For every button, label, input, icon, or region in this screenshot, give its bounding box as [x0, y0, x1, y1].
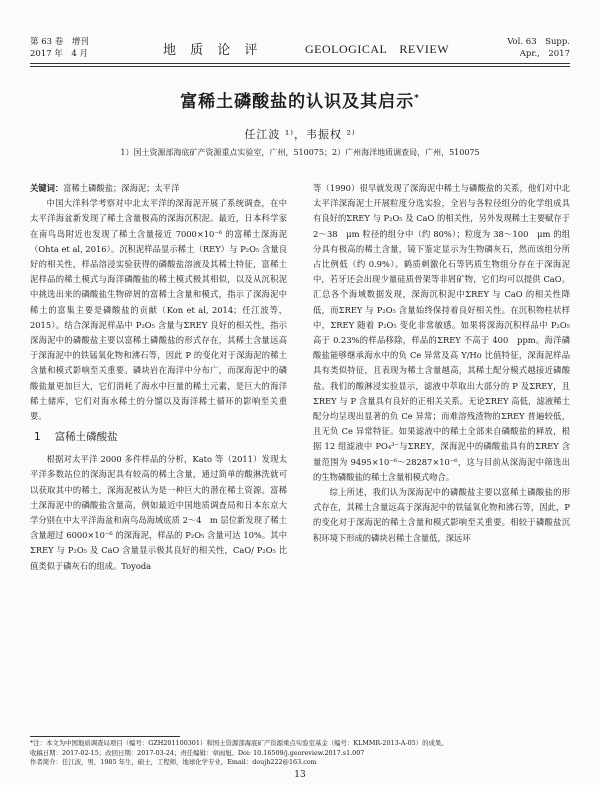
running-header [0, 36, 600, 76]
article-title [0, 87, 600, 112]
section-number: 1 [34, 431, 41, 444]
footnote-author-bio: 作者简介：任江波，男，1985 年生，硕士，工程师，地球化学专业。Email：doujh222@163.com [30, 758, 317, 767]
affiliations: 1）国土资源部海底矿产资源重点实验室，广州，510075；2）广州海洋地质调查局，广州，510075 [120, 148, 480, 157]
journal-name-en: GEOLOGICAL REVIEW [305, 42, 450, 56]
header-rule-top [30, 63, 570, 64]
section-1-paragraph: 根据对太平洋 2000 多件样品的分析，Kato 等（2011）发现太平洋多数站位的深海泥具有较高的稀土含量，通过简单的酸淋洗就可以获取其中的稀土，深海泥被认为是一种巨大的潜在稀土资源。富稀土深海泥中的磷酸盐含量高，例如最近中国地质调查局和日本东京大学分别在中太平洋海盆和南鸟岛海域底质 2～4 m 层位新发现了稀土含量超过 6000×10⁻⁶ 的深海泥，样品的 P₂O₅ 含量可达 10%。其中ΣREY 与 P₂O₅ 及 CaO 含量显示极其良好的相关性，CaO/ P₂O₅ 比值类似于磷灰石的组成。Toyoda [30, 454, 287, 571]
right-paragraph-1: 等（1990）很早就发现了深海泥中稀土与磷酸盐的关系，他们对中北太平洋深海泥土开展粒度分选实验，全岩与各粒径组分的化学组成具有良好的ΣREY 与 P₂O₅ 及 CaO 的相关性，另外发现稀土主要赋存于 2～38 μm 粒径的组分中（约 80%）；粒度为 38～100 μm 的组分具有极高的稀土含量，镜下鉴定显示为生物磷灰石，然而该组分所占比例低（约 0.9%）。鹤质刺激化石等钙质生物组分存在于深海泥中，若牙还会出现少量硅质骨架等非屑矿物，它们均可以提供 CaO。汇总各个海域数据发现，深海沉积泥中ΣREY 与 CaO 的相关性降低，而ΣREY 与 P₂O₅ 含量始终保持着良好相关性。在沉积物柱状样中，ΣREY 随着 P₂O₅ 变化非常敏感。如果将深海沉积样品中 P₂O₅ 高于 0.23%的样品移除，样品的ΣREY 不高于 400 ppm。海洋磷酸盐能够继承海水中的负 Ce 异常及高 Y/Ho 比值特征，深海泥样品具有类似特征，且表现为稀土含量越高，其稀土配分模式越接近磷酸盐。我们的酸淋浸实验显示，滤液中萃取出大部分的 P 及ΣREY，且ΣREY 与 P 含量具有良好的正相关关系。无论ΣREY 高低，滤液稀土配分均呈现出显著的负 Ce 异常；而难溶残渣物的ΣREY 普遍较低，且无负 Ce 异常特征。如果滤液中的稀土全部来自磷酸盐的释放，根据 12 组滤液中 PO₄³⁻与ΣREY，深海泥中的磷酸盐具有的ΣREY 含量范围为 9495×10⁻⁶～28287×10⁻⁶，这与目前从深海泥中筛选出的生物磷酸盐的稀土含量相模式吻合。 [313, 183, 570, 482]
footnote-funding: *注：本文为中国地质调查局项目（编号：GZH201100301）和国土资源部海底矿产资源重点实验室基金（编号：KLMMR-2013-A-05）的成果。 [30, 739, 448, 747]
section-heading [34, 429, 287, 445]
date-en: Apr., 2017 [519, 49, 570, 59]
keywords-label: 关键词： [30, 183, 64, 193]
right-paragraph-2: 综上所述，我们认为深海泥中的磷酸盐主要以富稀土磷酸盐的形式存在，其稀土含量远高于深海泥中的铁锰氧化物和沸石等，因此，P 的变化对于深海泥的稀土含量和模式影响至关重要。相较于磷酸盐沉积环境下形成的磷块岩稀土含量低，深远环 [313, 487, 570, 543]
left-column [30, 181, 287, 574]
header-volume-cn [30, 36, 89, 60]
journal-name-cn: 地 质 论 评 [163, 43, 263, 58]
header-rule-bottom [30, 66, 570, 67]
keywords [30, 181, 287, 196]
title-text: 富稀土磷酸盐的认识及其启示 [180, 92, 415, 112]
footnote-dates: 收稿日期：2017-02-15；改回日期：2017-03-24；责任编辑：章雨旭。Doi: 10.16509/j.georeview.2017.s1.007 [30, 748, 365, 757]
intro-paragraph: 中国大洋科学考察对中北太平洋的深海泥开展了系统调查，在中太平洋海盆新发现了稀土含量极高的深海沉积泥。最近，日本科学家在南鸟岛附近也发现了稀土含量接近 7000×10⁻⁶ 的富稀土深海泥（Ohta et al, 2016）。沉积泥样品显示稀土（REY）与 P₂O₅ 含量良好的相关性，样品溶浸实验获得的磷酸盐溶液及其稀土特征，富稀土泥样品的稀土模式与海洋磷酸盐的稀土模式极其相似，以及从沉积泥中挑选出来的磷酸盐生物碎屑的富稀土含量和模式，指示了深海泥中稀土的富集主要是磷酸盐的贡献（Kon et al, 2014；任江波等，2015）。结合深海泥样品中 P₂O₅ 含量与ΣREY 良好的相关性，指示深海泥中的磷酸盐主要以富稀土磷酸盐的形式存在，其稀土含量远高于深海泥中的铁锰氧化物和沸石等，因此 P 的变化对于深海泥的稀土含量和模式影响至关重要。磷块岩在海洋中分布广，而深海泥中的磷酸盐量更加巨大，它们消耗了海水中巨量的稀土元素，是巨大的海洋稀土储库，它们对海水稀土的分馏以及海洋稀土循环的影响至关重要。 [30, 198, 287, 422]
year-month-cn: 2017 年 4 月 [30, 49, 88, 59]
authors: 任江波 ¹⁾，韦振权 ²⁾ [244, 128, 356, 141]
vol-en: Vol. 63 Supp. [507, 37, 570, 47]
section-title: 富稀土磷酸盐 [54, 431, 118, 444]
title-footnote-mark: * [414, 93, 420, 104]
right-column [313, 181, 570, 546]
vol-issue-cn: 第 63 卷 增刊 [30, 37, 89, 47]
page-number: 13 [294, 770, 306, 780]
keywords-text: 富稀土磷酸盐；深海泥；太平洋 [63, 183, 180, 193]
header-volume-en [507, 36, 570, 60]
footnotes [30, 739, 570, 768]
footnote-rule [30, 736, 180, 737]
